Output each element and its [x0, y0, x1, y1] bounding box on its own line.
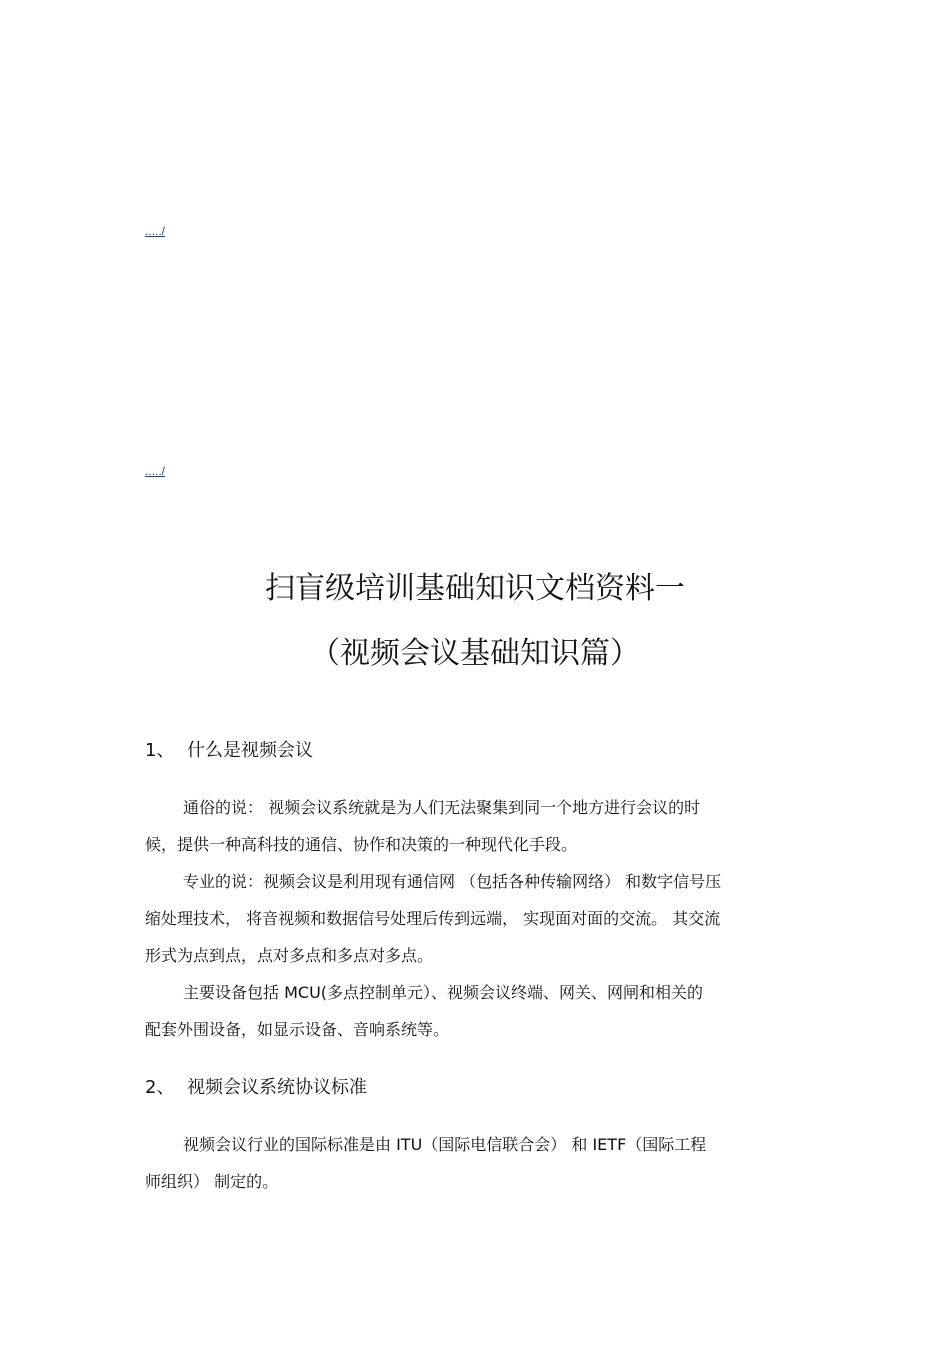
paragraph-line: 视频会议行业的国际标准是由 ITU（国际电信联合会） 和 IETF（国际工程 [183, 1135, 707, 1154]
paragraph-colloquial [145, 789, 805, 863]
header-link-1[interactable]: ...../ [145, 224, 166, 238]
paragraph-line: 通俗的说： 视频会议系统就是为人们无法聚集到同一个地方进行会议的时 [183, 798, 701, 817]
section-number: 1、 [145, 740, 175, 761]
paragraph-line: 形式为点到点，点对多点和多点对多点。 [145, 946, 434, 965]
paragraph-line: 师组织） 制定的。 [145, 1172, 279, 1191]
paragraph-line: 专业的说：视频会议是利用现有通信网 （包括各种传输网络） 和数字信号压 [183, 872, 722, 891]
section-heading-1 [145, 739, 313, 763]
section-title: 视频会议系统协议标准 [187, 1077, 367, 1098]
paragraph-professional [145, 863, 805, 974]
section-title: 什么是视频会议 [187, 740, 313, 761]
header-link-2[interactable]: ...../ [145, 464, 166, 478]
paragraph-equipment [145, 974, 805, 1048]
paragraph-line: 缩处理技术， 将音视频和数据信号处理后传到远端， 实现面对面的交流。 其交流 [145, 909, 721, 928]
section-heading-2 [145, 1076, 367, 1100]
paragraph-line: 主要设备包括 MCU(多点控制单元）、视频会议终端、网关、网闸和相关的 [183, 983, 704, 1002]
document-title: 扫盲级培训基础知识文档资料一 [265, 571, 685, 606]
paragraph-standards [145, 1126, 805, 1200]
paragraph-line: 候，提供一种高科技的通信、协作和决策的一种现代化手段。 [145, 835, 578, 854]
document-subtitle: （视频会议基础知识篇） [310, 636, 640, 671]
section-number: 2、 [145, 1077, 175, 1098]
paragraph-line: 配套外围设备，如显示设备、音响系统等。 [145, 1020, 450, 1039]
